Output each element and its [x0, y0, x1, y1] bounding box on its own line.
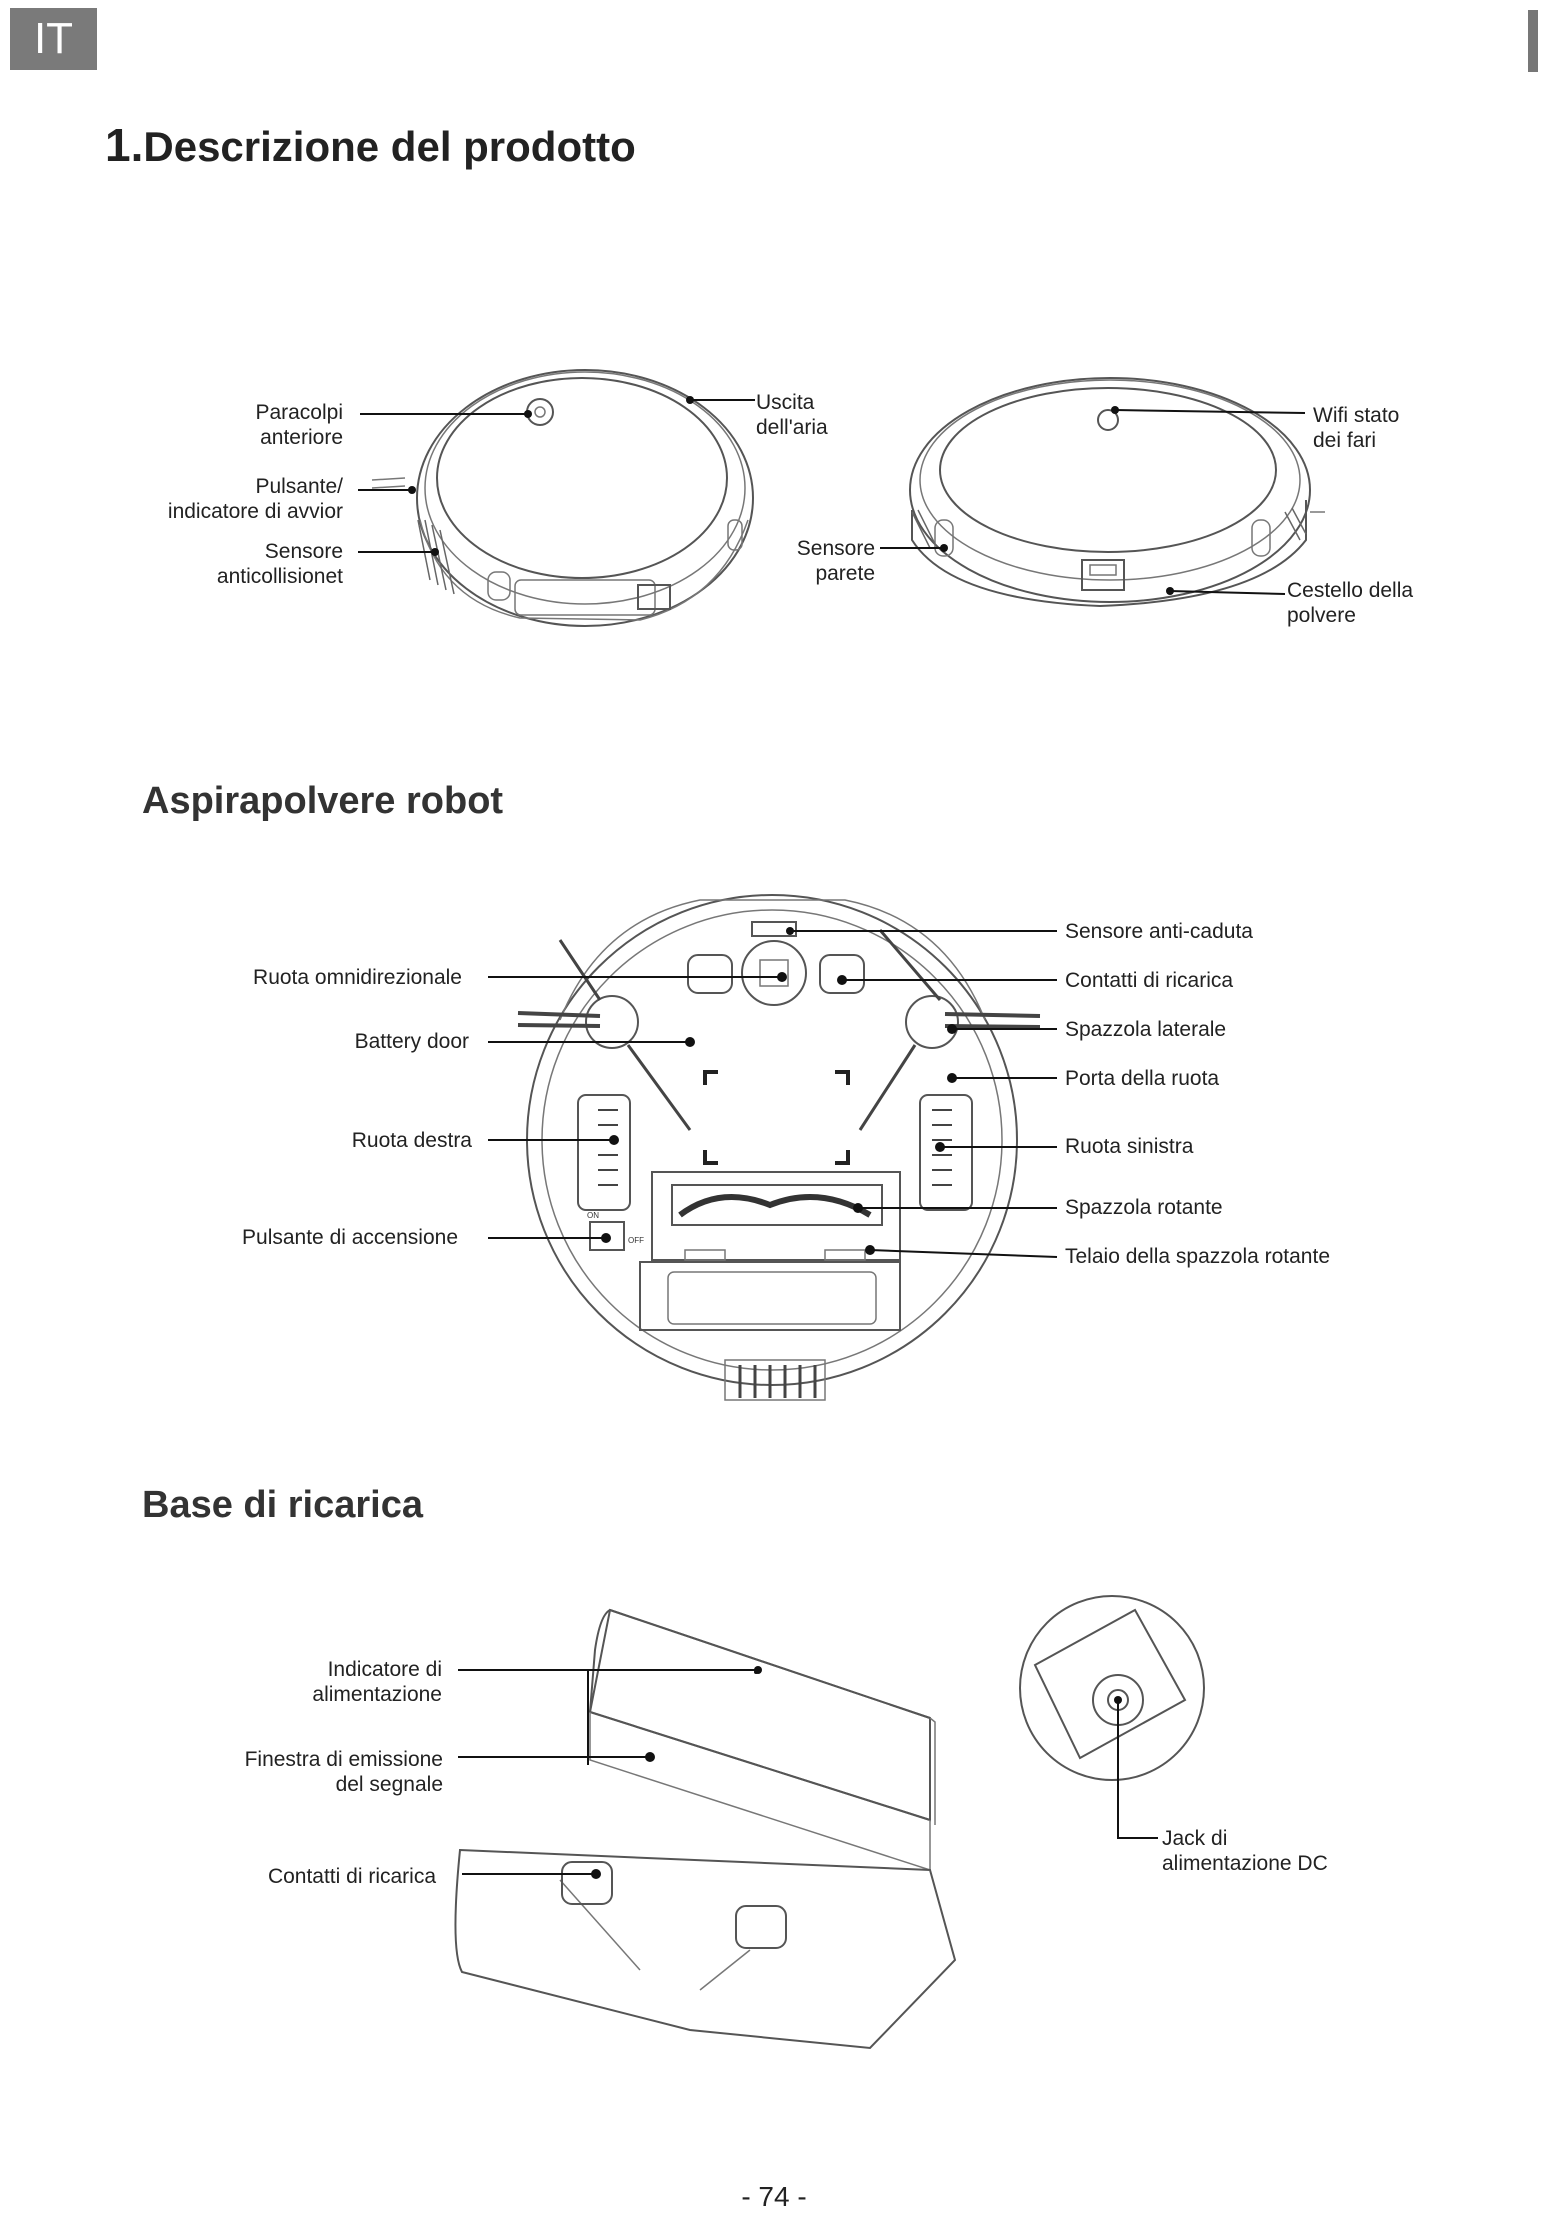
label-line: del segnale [335, 1773, 443, 1796]
label-line: anticollisionet [216, 565, 343, 588]
label-line: Jack di [1162, 1827, 1228, 1850]
label-wheel-door: Porta della ruota [1065, 1067, 1220, 1090]
dc-jack-inset [1020, 1596, 1204, 1780]
charging-dock [455, 1610, 955, 2048]
label-line: alimentazione [312, 1683, 442, 1706]
label-line: polvere [1287, 604, 1356, 627]
label-brush-frame: Telaio della spazzola rotante [1065, 1245, 1331, 1268]
label-charge-contacts-robot: Contatti di ricarica [1065, 969, 1234, 992]
label-side-brush: Spazzola laterale [1065, 1018, 1227, 1041]
leader-lines-dock [458, 1666, 1158, 1879]
label-wall-sensor [760, 536, 875, 586]
label-line: dell'aria [756, 416, 828, 439]
label-wifi-status [1313, 403, 1399, 453]
label-cliff-sensor: Sensore anti-caduta [1065, 920, 1253, 943]
label-line: Uscita [756, 391, 815, 414]
label-line: indicatore di avvior [167, 500, 343, 523]
label-left-wheel: Ruota sinistra [1065, 1135, 1194, 1158]
label-air-outlet [756, 390, 828, 440]
label-power-switch: Pulsante di accensione [242, 1226, 458, 1249]
page-number: - 74 - [741, 2181, 807, 2212]
label-line: Wifi stato [1313, 404, 1400, 427]
switch-off-mark: OFF [628, 1236, 644, 1245]
label-line: anteriore [260, 426, 343, 449]
label-power-indicator [250, 1657, 442, 1707]
label-line: Cestello della [1287, 579, 1414, 602]
heading-robot: Aspirapolvere robot [142, 780, 504, 822]
label-line: parete [815, 562, 875, 585]
language-badge: IT [10, 8, 97, 70]
label-dustbin [1287, 578, 1413, 628]
label-line: dei fari [1313, 429, 1377, 452]
label-line: Paracolpi [255, 401, 343, 424]
label-line: Sensore [264, 540, 343, 563]
switch-on-mark: ON [587, 1211, 599, 1220]
label-power-button [100, 474, 343, 524]
label-battery-door: Battery door [354, 1030, 469, 1053]
leader-lines-robot [488, 927, 1057, 1257]
label-charge-contacts-dock: Contatti di ricarica [267, 1865, 436, 1888]
label-line: Finestra di emissione [244, 1748, 443, 1771]
label-signal-window [180, 1747, 443, 1797]
label-omni-wheel: Ruota omnidirezionale [253, 966, 462, 989]
robot-top-view-front [372, 370, 753, 626]
section-number: 1. [105, 119, 144, 171]
label-line: Indicatore di [327, 1658, 442, 1681]
label-line: alimentazione DC [1162, 1852, 1328, 1875]
heading-dock: Base di ricarica [142, 1484, 423, 1526]
label-roller-brush: Spazzola rotante [1065, 1196, 1223, 1219]
label-dc-jack [1162, 1826, 1328, 1876]
label-line: Sensore [796, 537, 875, 560]
label-line: Pulsante/ [255, 475, 343, 498]
section-title: Descrizione del prodotto [143, 123, 636, 170]
label-front-bumper [200, 400, 343, 450]
label-anticollision-sensor [150, 539, 343, 589]
label-right-wheel: Ruota destra [351, 1129, 472, 1152]
